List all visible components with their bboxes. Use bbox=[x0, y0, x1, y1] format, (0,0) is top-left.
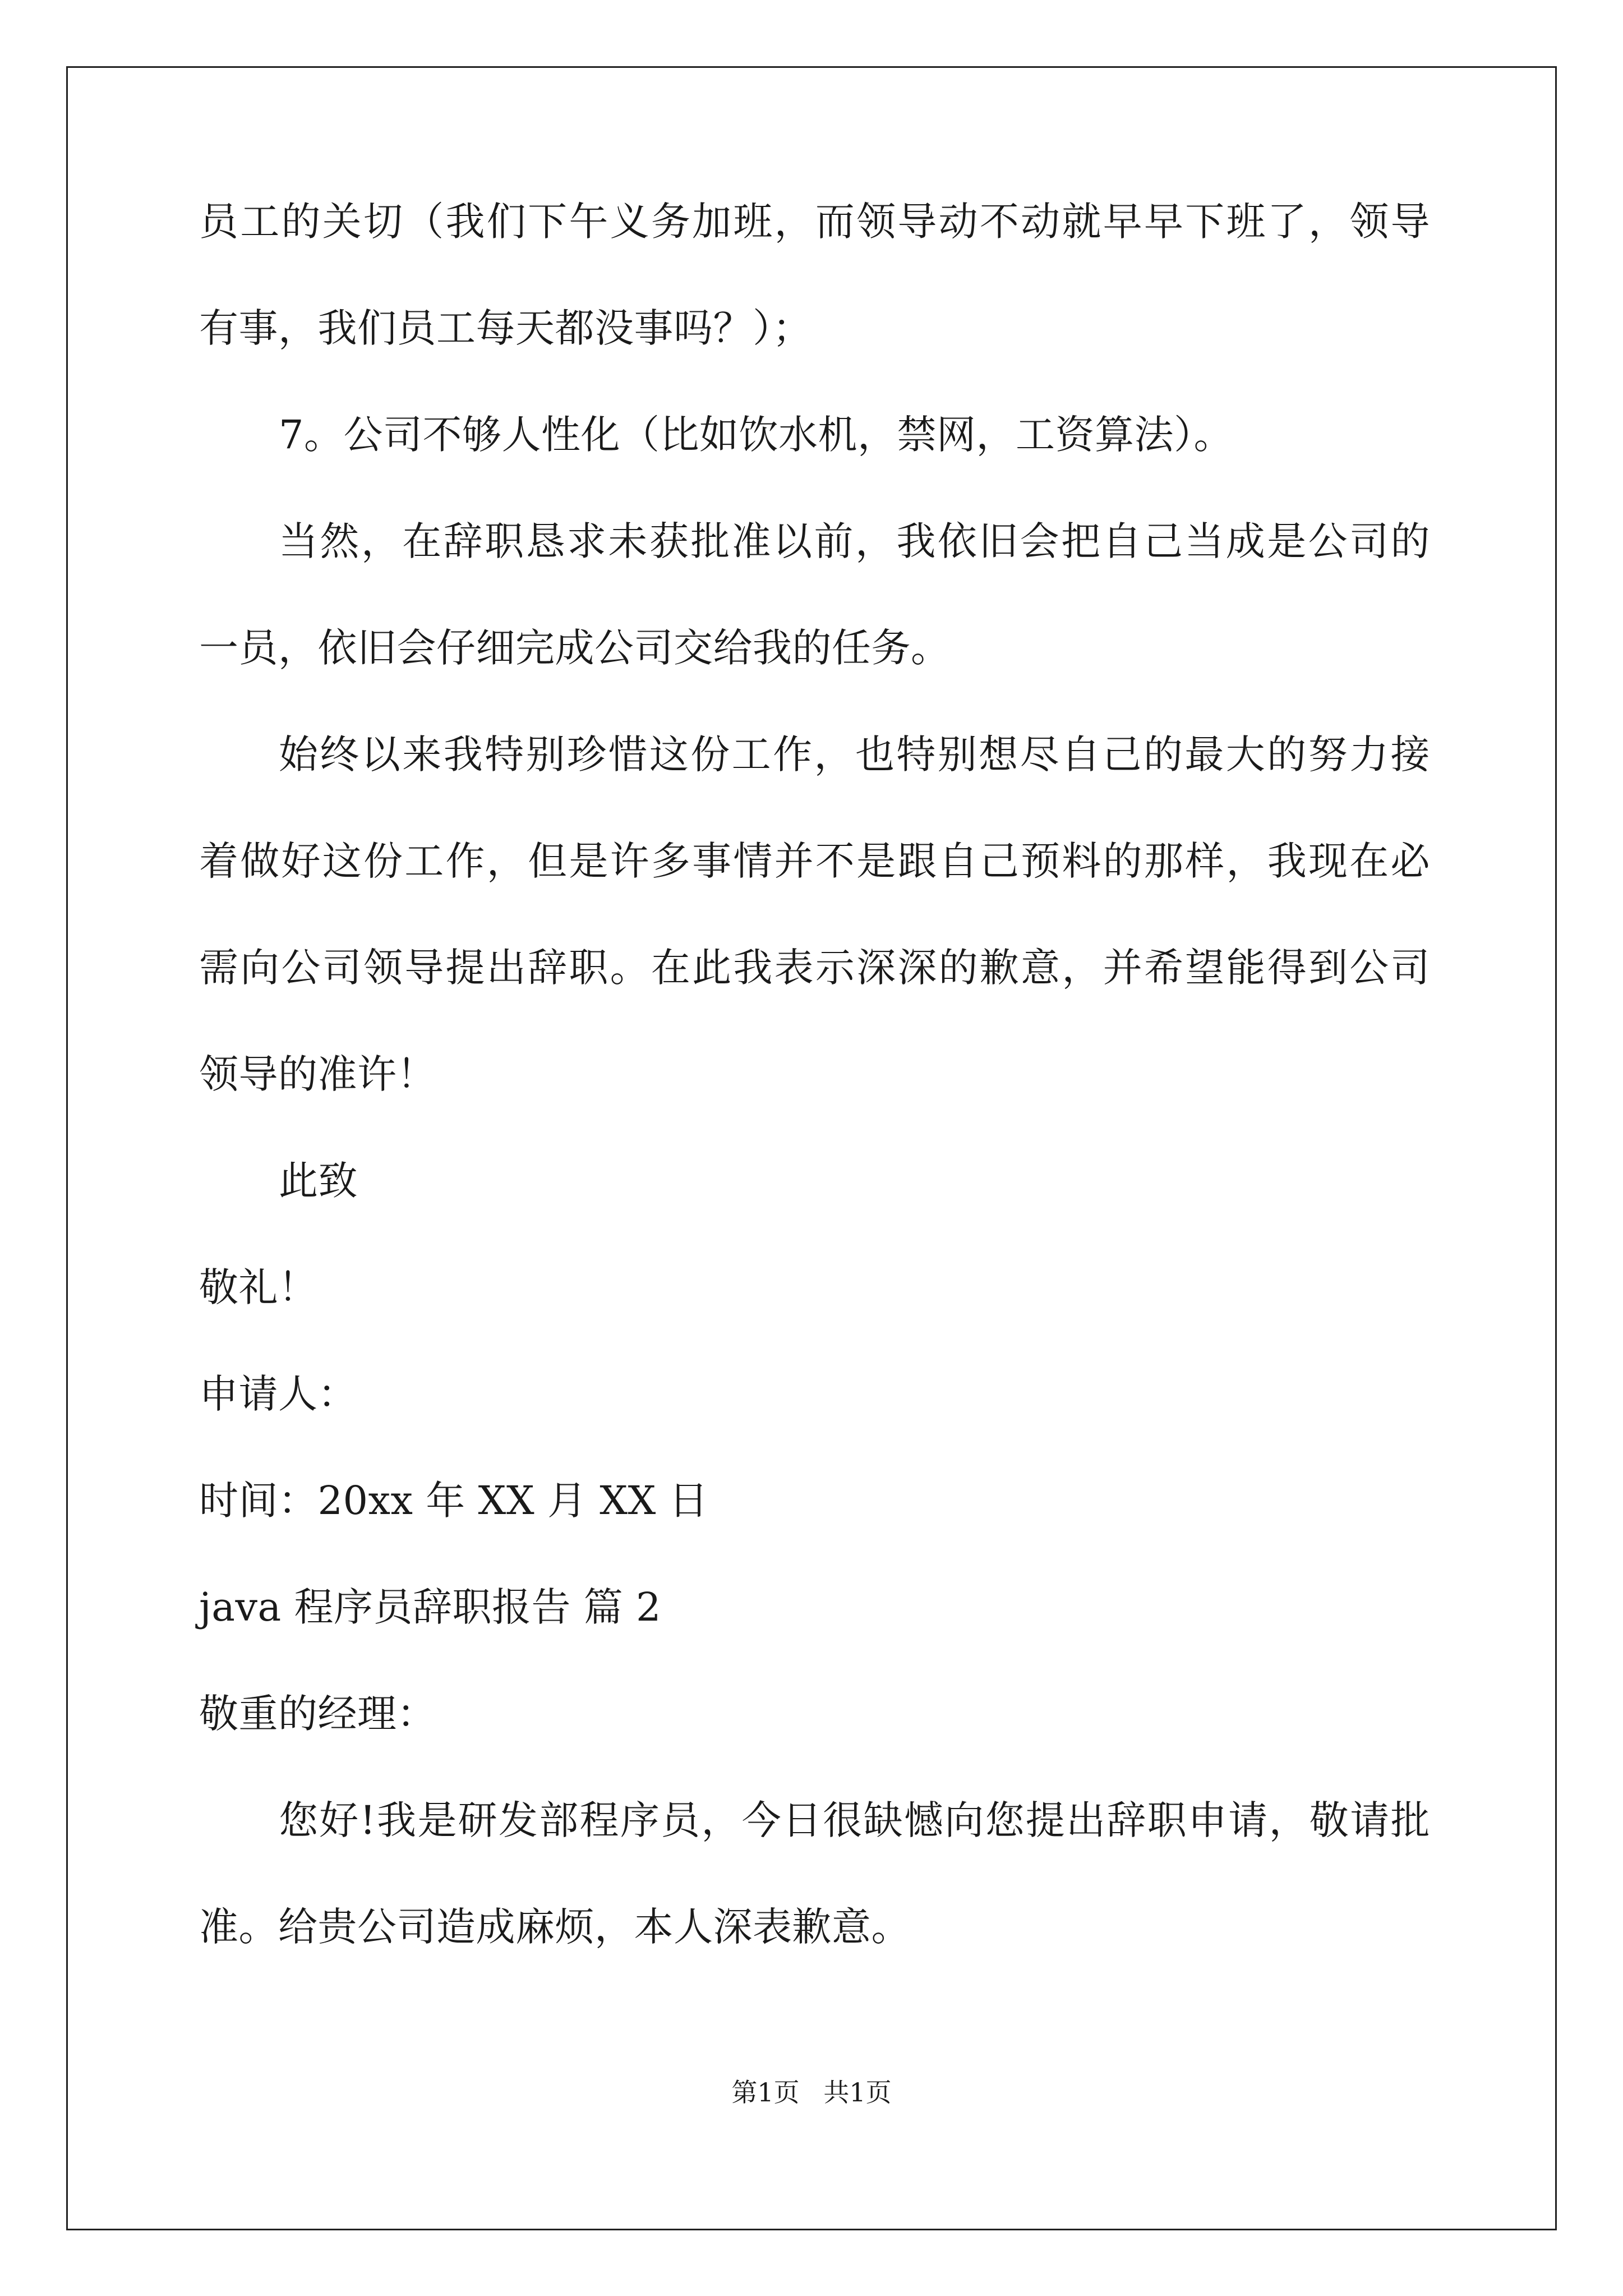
paragraph-line: 需向公司领导提出辞职。在此我表示深深的歉意，并希望能得到公司 bbox=[199, 945, 1430, 991]
paragraph-line: 您好!我是研发部程序员，今日很缺憾向您提出辞职申请，敬请批 bbox=[279, 1797, 1430, 1843]
closing-regards: 敬礼！ bbox=[199, 1264, 318, 1310]
paragraph-line: 准。给贵公司造成麻烦，本人深表歉意。 bbox=[199, 1904, 911, 1950]
page-footer bbox=[0, 2076, 1623, 2109]
paragraph-line: 员工的关切（我们下午义务加班，而领导动不动就早早下班了，领导 bbox=[199, 199, 1430, 245]
page-number-total: 共1页 bbox=[823, 2077, 892, 2108]
closing-salutation: 此致 bbox=[279, 1158, 358, 1204]
date-line: 时间：20xx 年 XX 月 XX 日 bbox=[199, 1478, 709, 1524]
section-title: java 程序员辞职报告 篇 2 bbox=[199, 1584, 662, 1630]
page-number-current: 第1页 bbox=[731, 2077, 800, 2108]
paragraph-line: 始终以来我特别珍惜这份工作，也特别想尽自己的最大的努力接 bbox=[279, 731, 1430, 777]
applicant-label: 申请人： bbox=[199, 1371, 357, 1417]
paragraph-line: 当然，在辞职恳求未获批准以前，我依旧会把自己当成是公司的 bbox=[279, 518, 1430, 564]
paragraph-line: 领导的准许！ bbox=[199, 1051, 436, 1097]
paragraph-line: 一员，依旧会仔细完成公司交给我的任务。 bbox=[199, 625, 951, 671]
paragraph-line: 有事，我们员工每天都没事吗？）； bbox=[199, 305, 812, 351]
paragraph-line: 着做好这份工作，但是许多事情并不是跟自己预料的那样，我现在必 bbox=[199, 838, 1430, 884]
greeting: 敬重的经理： bbox=[199, 1691, 436, 1737]
list-item: 7。公司不够人性化（比如饮水机，禁网，工资算法）。 bbox=[279, 412, 1234, 458]
